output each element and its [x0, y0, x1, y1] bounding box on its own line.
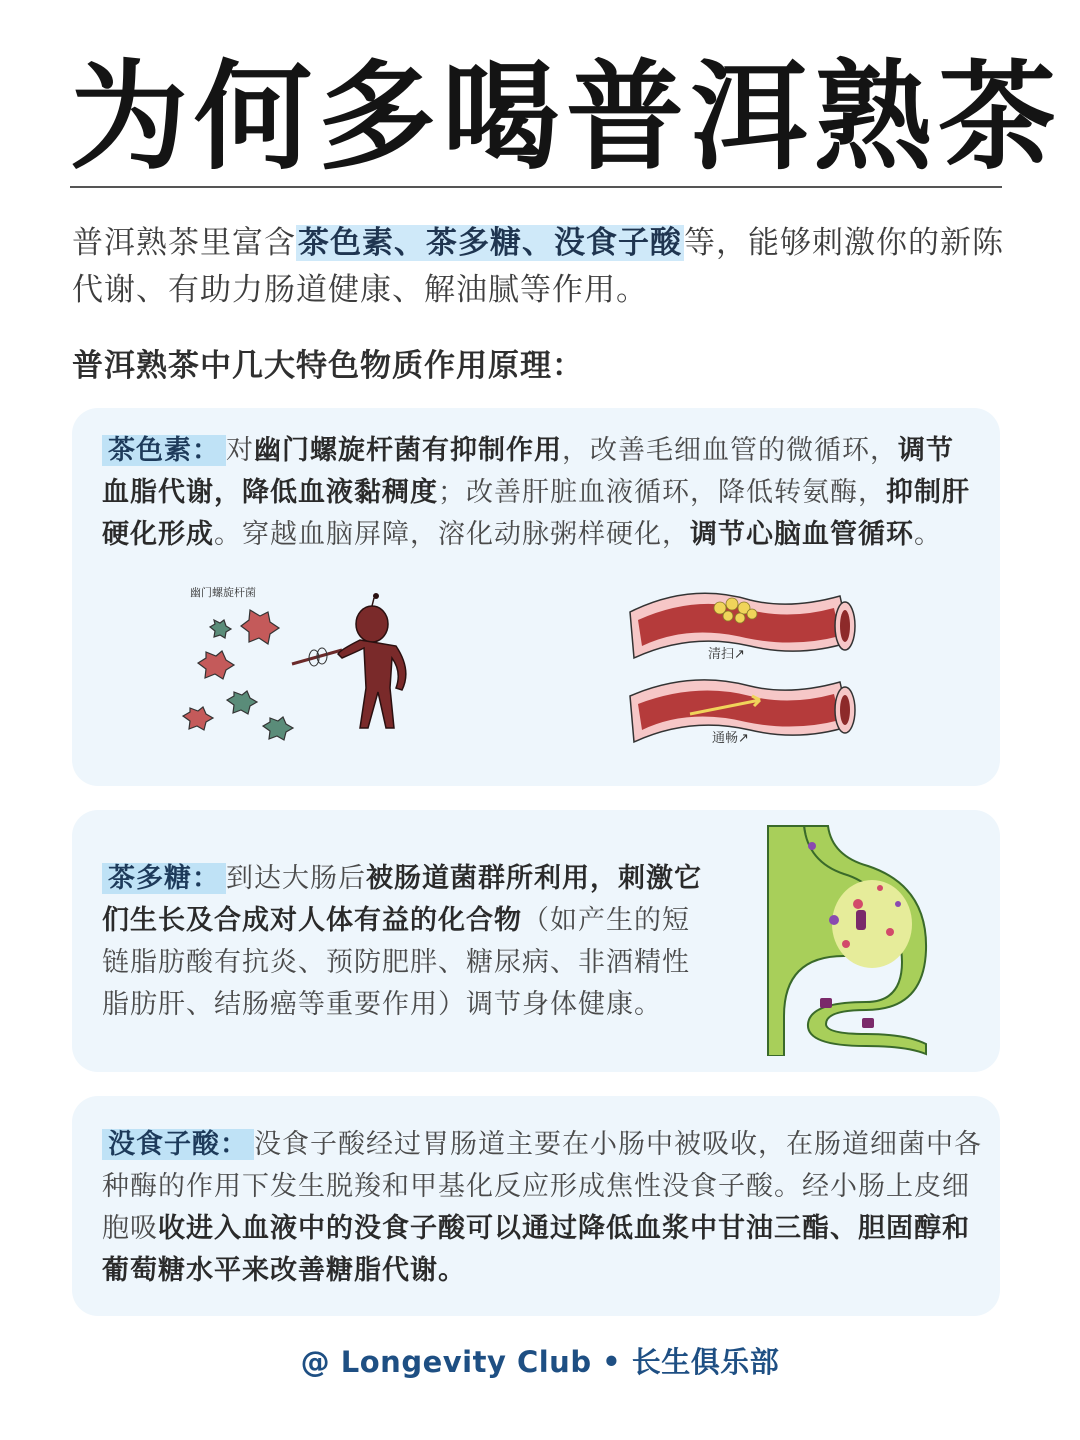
body-text: 到达大肠后 [226, 863, 366, 894]
gallic-acid-card [72, 1096, 1000, 1316]
section-tag: 没食子酸： [102, 1129, 254, 1160]
tea-polysaccharide-card [72, 810, 1000, 1072]
emphasis-text: 调节血脂代谢，降低血液黏稠度 [102, 435, 954, 508]
emphasis-text: 收进入血液中的没食子酸可以通过降低血浆中甘油三酯、胆固醇和葡萄糖水平来改善糖脂代谢。 [102, 1213, 970, 1286]
bacteria-label: 幽门螺旋杆菌 [190, 586, 256, 599]
section-heading: 普洱熟茶中几大特色物质作用原理： [72, 348, 584, 384]
intro-paragraph [72, 220, 1012, 314]
body-text: （如产生的短链脂肪酸有抗炎、预防肥胖、糖尿病、非酒精性脂肪肝、结肠癌等重要作用）调节身体健康。 [102, 905, 690, 1020]
emphasis-text: 被肠道菌群所利用，刺激它们生长及合成对人体有益的化合物 [102, 863, 702, 936]
intro-highlight: 茶色素、茶多糖、没食子酸 [298, 225, 682, 261]
body-text: 对 [226, 435, 254, 466]
emphasis-text: 调节心脑血管循环 [690, 519, 914, 550]
page-title: 为何多喝普洱熟茶 [70, 48, 1063, 186]
bacteria-illustration [172, 580, 432, 760]
vessel-smooth-label: 通畅↗ [712, 731, 749, 746]
body-text: 。穿越血脑屏障，溶化动脉粥样硬化， [214, 519, 690, 550]
vessel-clean-label: 清扫↗ [708, 647, 745, 662]
blood-vessel-illustration [620, 578, 870, 748]
footer-credit: @ Longevity Club • 长生俱乐部 [300, 1345, 780, 1379]
section-tag: 茶多糖： [102, 863, 226, 894]
tea-pigment-paragraph [102, 430, 974, 556]
tea-polysaccharide-paragraph [102, 858, 712, 1026]
intro-text-before: 普洱熟茶里富含 [72, 225, 296, 261]
body-text: 没食子酸经过胃肠道主要在小肠中被吸收，在肠道细菌中各种酶的作用下发生脱羧和甲基化反应形成焦性没食子酸。经小肠上皮细胞吸 [102, 1129, 982, 1244]
emphasis-text: 幽门螺旋杆菌有抑制作用 [254, 435, 562, 466]
tea-pigment-card [72, 408, 1000, 786]
title-divider [70, 186, 1002, 188]
gallic-acid-paragraph [102, 1124, 982, 1292]
body-text: ，改善毛细血管的微循环， [562, 435, 898, 466]
intestine-illustration [764, 824, 944, 1056]
intro-text-after: 等，能够刺激你的新陈代谢、有助力肠道健康、解油腻等作用。 [72, 225, 1004, 308]
body-text: 。 [914, 519, 942, 550]
section-tag: 茶色素： [102, 435, 226, 466]
emphasis-text: 抑制肝硬化形成 [102, 477, 970, 550]
body-text: ；改善肝脏血液循环，降低转氨酶， [438, 477, 886, 508]
